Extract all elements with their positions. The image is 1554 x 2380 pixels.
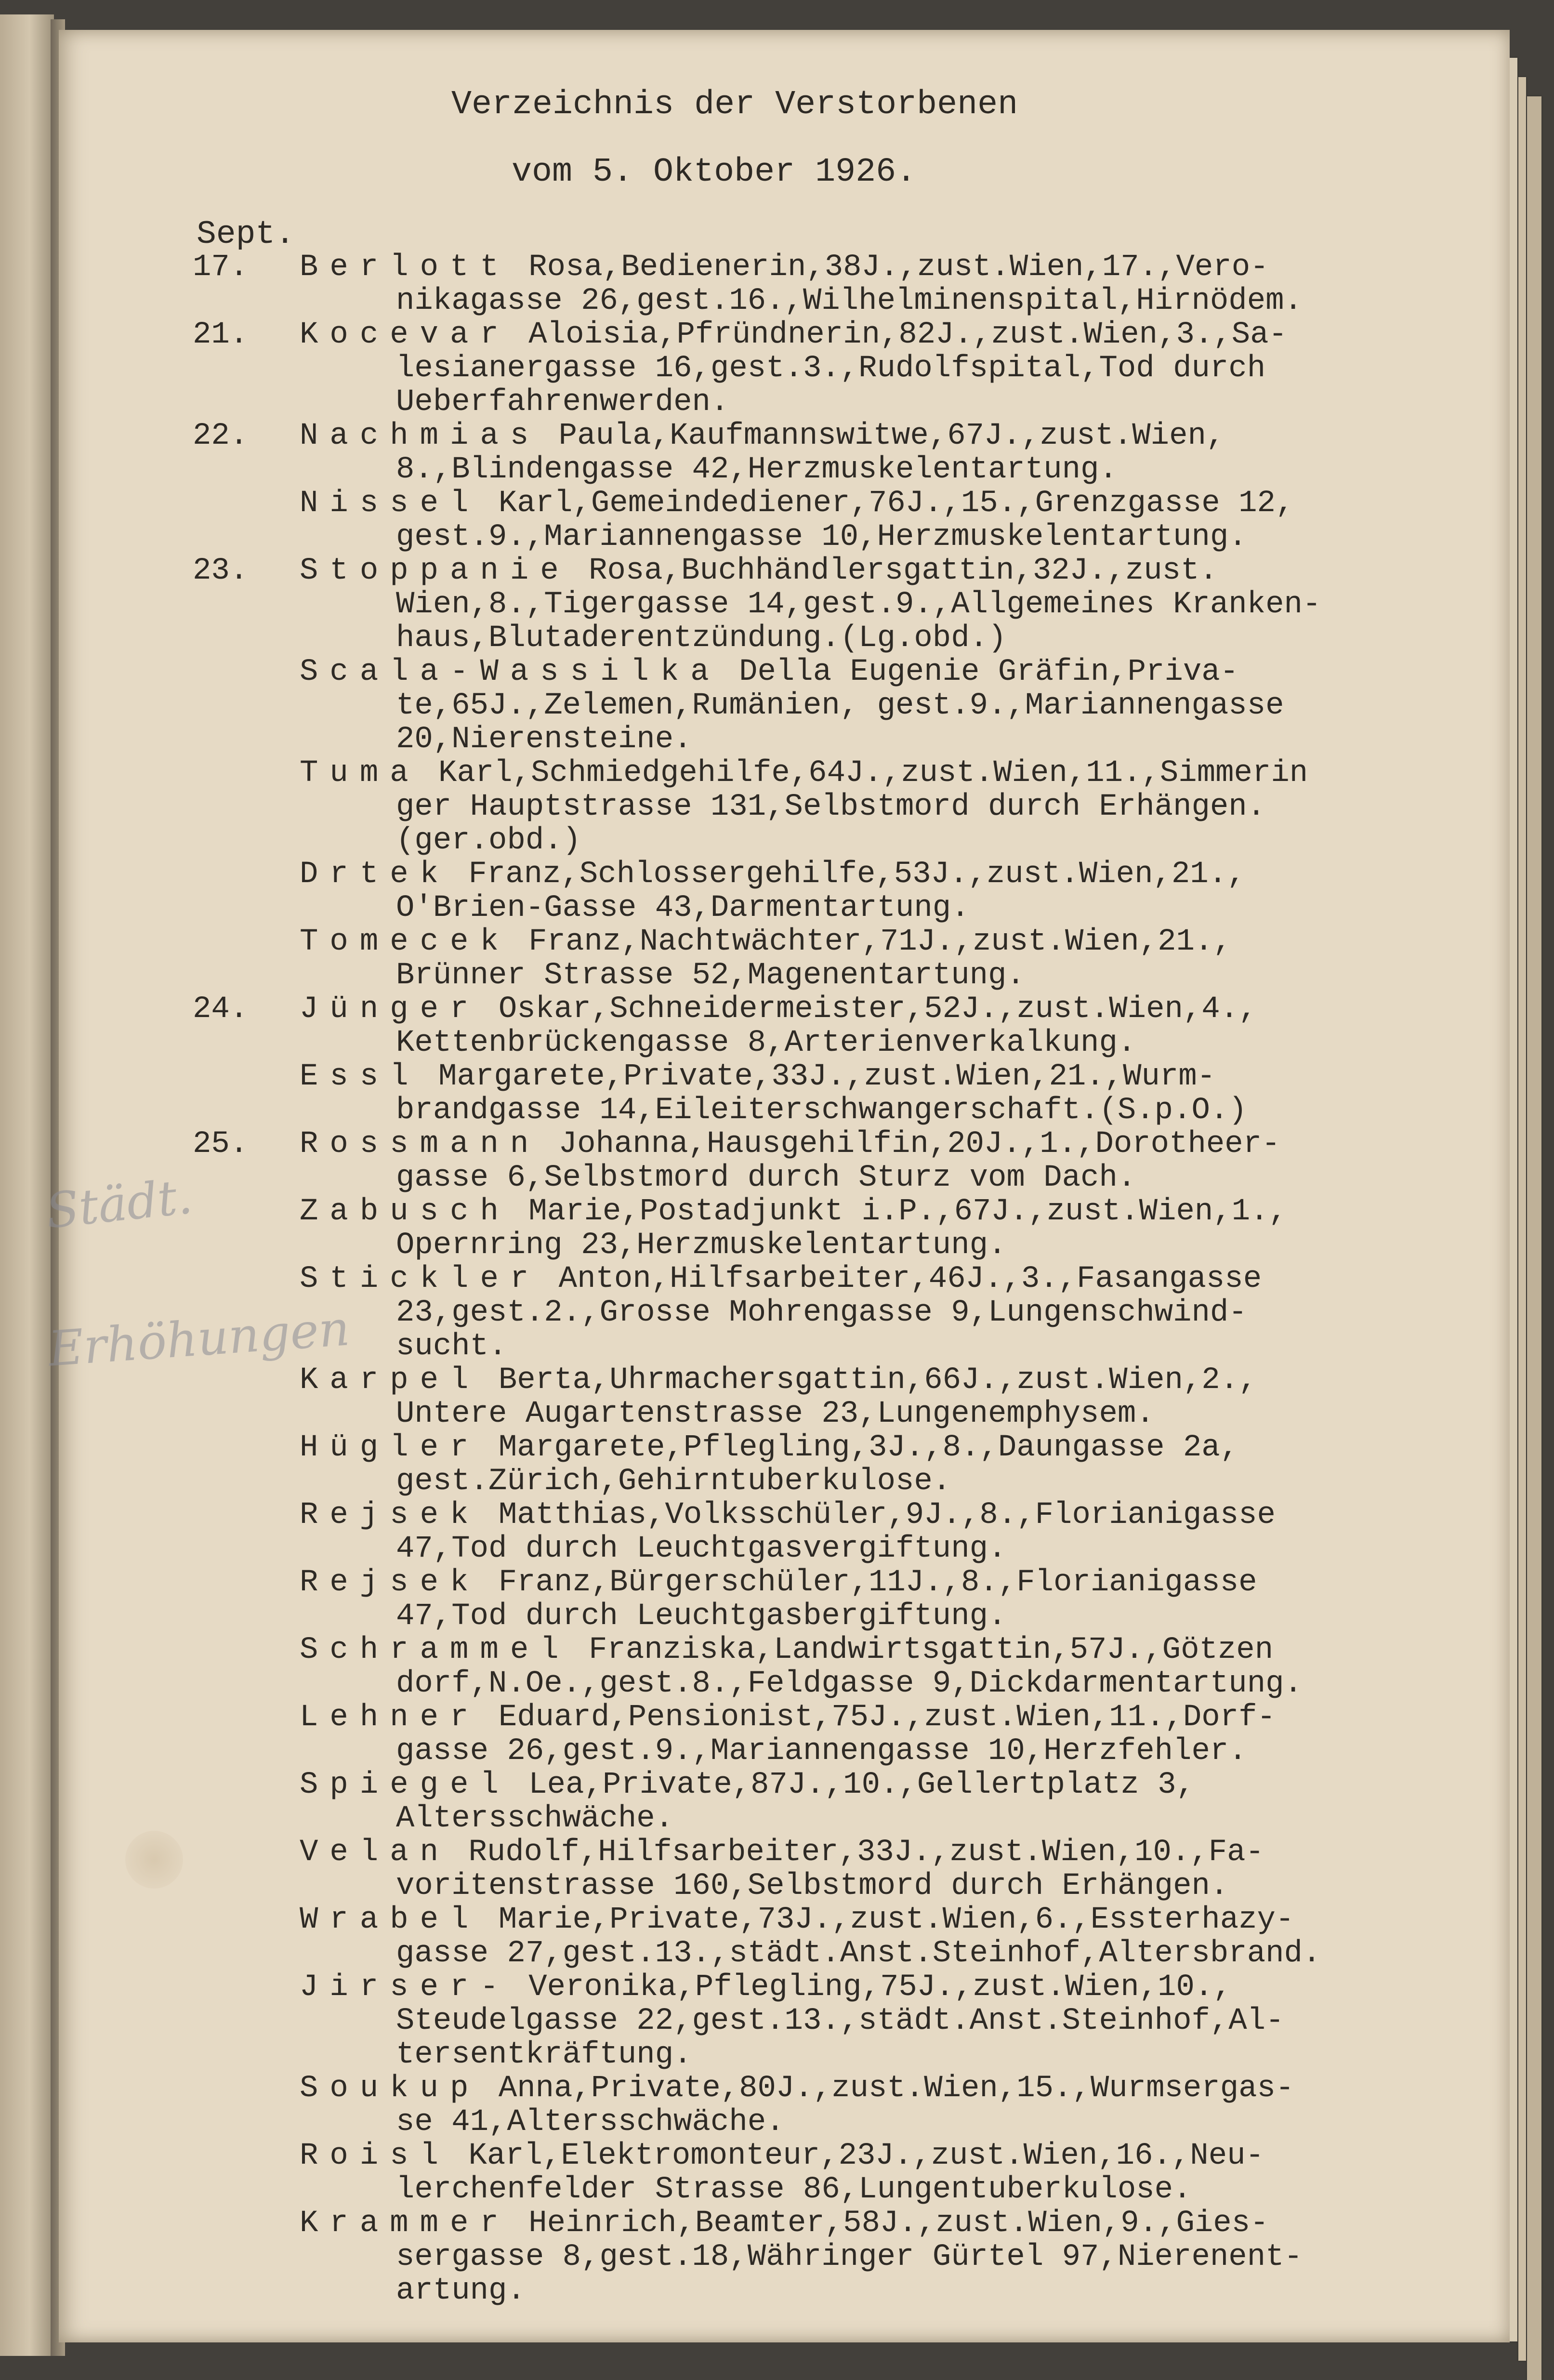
entry-first-line <box>300 1633 1440 1667</box>
page-subtitle: vom 5. Oktober 1926. <box>512 153 917 191</box>
entry-surname: Zabusch <box>300 1194 510 1229</box>
pencil-note: Städt. <box>43 1168 195 1240</box>
entry-day: 21. <box>193 317 249 352</box>
entry-continuation-line: ger Hauptstrasse 131,Selbstmord durch Erhängen. <box>396 790 1266 824</box>
entry-surname: Hügler <box>300 1430 480 1465</box>
entry-continuation-line: Ueberfahrenwerden. <box>396 385 729 420</box>
register-entry <box>193 925 1440 992</box>
register-entry <box>193 2207 1440 2308</box>
entry-details: Karl,Elektromonteur,23J.,zust.Wien,16.,Neu- <box>450 2139 1264 2173</box>
register-entry <box>193 1060 1440 1127</box>
register-entry <box>193 1262 1440 1363</box>
entry-surname: Schrammel <box>300 1633 570 1667</box>
entry-details: Anna,Private,80J.,zust.Wien,15.,Wurmsergas- <box>480 2071 1294 2106</box>
register-entry <box>193 1701 1440 1768</box>
entry-continuation-line: gest.9.,Mariannengasse 10,Herzmuskelentartung. <box>396 520 1247 555</box>
entry-details: Heinrich,Beamter,58J.,zust.Wien,9.,Gies- <box>510 2206 1269 2241</box>
entry-continuation-line: nikagasse 26,gest.16.,Wilhelminenspital,Hirnödem. <box>396 284 1303 318</box>
entry-surname: Drtek <box>300 857 450 892</box>
entry-details: Eduard,Pensionist,75J.,zust.Wien,11.,Dorf- <box>480 1700 1276 1735</box>
register-entry <box>193 2139 1440 2207</box>
register-entry <box>193 1633 1440 1701</box>
month-label: Sept. <box>197 216 295 253</box>
entry-surname: Velan <box>300 1835 450 1870</box>
entry-surname: Berlott <box>300 250 510 285</box>
entry-continuation-line: 23,gest.2.,Grosse Mohrengasse 9,Lungenschwind- <box>396 1296 1247 1330</box>
entry-continuation-line: gasse 26,gest.9.,Mariannengasse 10,Herzfehler. <box>396 1734 1247 1769</box>
entry-first-line <box>300 1836 1440 1869</box>
entry-continuation-line: 20,Nierensteine. <box>396 722 692 757</box>
register-entry <box>193 1195 1440 1262</box>
entry-first-line <box>300 1768 1440 1802</box>
entry-details: Margarete,Pflegling,3J.,8.,Daungasse 2a, <box>480 1430 1239 1465</box>
entry-first-line <box>300 1195 1440 1229</box>
entry-details: Paula,Kaufmannswitwe,67J.,zust.Wien, <box>540 419 1225 453</box>
entry-details: Johanna,Hausgehilfin,20J.,1.,Dorotheer- <box>540 1127 1280 1162</box>
entry-surname: Lehner <box>300 1700 480 1735</box>
entry-details: Franziska,Landwirtsgattin,57J.,Götzen <box>570 1633 1274 1667</box>
entry-surname: Jünger <box>300 992 480 1027</box>
entry-surname: Stickler <box>300 1262 540 1296</box>
entry-surname: Tuma <box>300 756 420 791</box>
entry-surname: Nachmias <box>300 419 540 453</box>
register-entry <box>193 554 1440 655</box>
entry-surname: Soukup <box>300 2071 480 2106</box>
entry-day: 25. <box>193 1127 249 1162</box>
entry-surname: Scala-Wassilka <box>300 655 721 689</box>
entry-first-line <box>300 858 1440 891</box>
register-entry <box>193 858 1440 925</box>
entry-day: 22. <box>193 419 249 453</box>
entry-details: Veronika,Pflegling,75J.,zust.Wien,10., <box>510 1970 1232 2005</box>
register-entry <box>193 1431 1440 1498</box>
entry-first-line <box>300 2072 1440 2105</box>
entry-continuation-line: voritenstrasse 160,Selbstmord durch Erhängen. <box>396 1869 1229 1904</box>
entry-continuation-line: lerchenfelder Strasse 86,Lungentuberkulose. <box>396 2172 1192 2207</box>
entry-first-line <box>300 1970 1440 2004</box>
register-entry <box>193 251 1440 318</box>
entry-details: Rosa,Bedienerin,38J.,zust.Wien,17.,Vero- <box>510 250 1269 285</box>
entry-first-line <box>300 925 1440 959</box>
entry-details: Matthias,Volksschüler,9J.,8.,Florianigasse <box>480 1498 1276 1533</box>
entry-first-line <box>300 419 1440 453</box>
entry-first-line <box>300 655 1440 689</box>
entry-surname: Rossmann <box>300 1127 540 1162</box>
page-stack-edge <box>1510 58 1517 2341</box>
entry-first-line <box>300 1903 1440 1937</box>
register-entry <box>193 2072 1440 2139</box>
entry-first-line <box>300 2207 1440 2240</box>
entry-day: 24. <box>193 992 249 1027</box>
entry-surname: Spiegel <box>300 1768 510 1802</box>
entry-first-line <box>300 487 1440 520</box>
entry-continuation-line: 47,Tod durch Leuchtgasbergiftung. <box>396 1599 1007 1634</box>
pencil-note: Erhöhungen <box>46 1300 352 1377</box>
entry-surname: Rejsek <box>300 1565 480 1600</box>
entry-surname: Roisl <box>300 2139 450 2173</box>
entry-day: 17. <box>193 250 249 285</box>
register-entry <box>193 1768 1440 1836</box>
entry-first-line <box>300 251 1440 284</box>
entry-continuation-line: sucht. <box>396 1329 507 1364</box>
entry-surname: Tomecek <box>300 925 510 959</box>
entry-details: Margarete,Private,33J.,zust.Wien,21.,Wurm- <box>420 1059 1216 1094</box>
entry-surname: Essl <box>300 1059 420 1094</box>
page-stack-edge <box>1527 96 1541 2380</box>
entry-first-line <box>300 1431 1440 1465</box>
entry-surname: Rejsek <box>300 1498 480 1533</box>
entry-continuation-line: Untere Augartenstrasse 23,Lungenemphysem. <box>396 1397 1155 1431</box>
entry-details: Rosa,Buchhändlersgattin,32J.,zust. <box>570 554 1218 588</box>
entry-details: Franz,Bürgerschüler,11J.,8.,Florianigasse <box>480 1565 1257 1600</box>
paper-stain <box>125 1831 183 1889</box>
page-stack-edge <box>1518 77 1526 2361</box>
register-entry <box>193 1970 1440 2072</box>
entry-surname: Karpel <box>300 1363 480 1398</box>
entry-continuation-line: haus,Blutaderentzündung.(Lg.obd.) <box>396 621 1007 656</box>
entry-details: Karl,Schmiedgehilfe,64J.,zust.Wien,11.,Simmerin <box>420 756 1308 791</box>
entry-continuation-line: se 41,Altersschwäche. <box>396 2105 785 2140</box>
register-entry <box>193 1566 1440 1633</box>
entry-first-line <box>300 1363 1440 1397</box>
entry-continuation-line: sergasse 8,gest.18,Währinger Gürtel 97,Nierenent- <box>396 2240 1303 2274</box>
entry-continuation-line: gasse 6,Selbstmord durch Sturz vom Dach. <box>396 1161 1136 1195</box>
entry-continuation-line: Opernring 23,Herzmuskelentartung. <box>396 1228 1007 1263</box>
entry-details: Franz,Nachtwächter,71J.,zust.Wien,21., <box>510 925 1232 959</box>
entry-details: Lea,Private,87J.,10.,Gellertplatz 3, <box>510 1768 1195 1802</box>
entry-continuation-line: 8.,Blindengasse 42,Herzmuskelentartung. <box>396 452 1118 487</box>
register-entry <box>193 318 1440 419</box>
entry-details: Anton,Hilfsarbeiter,46J.,3.,Fasangasse <box>540 1262 1262 1296</box>
entry-first-line <box>300 1060 1440 1094</box>
entry-surname: Jirser- <box>300 1970 510 2005</box>
entry-first-line <box>300 756 1440 790</box>
entry-details: Oskar,Schneidermeister,52J.,zust.Wien,4., <box>480 992 1257 1027</box>
death-register-list <box>193 251 1440 2308</box>
entry-details: Franz,Schlossergehilfe,53J.,zust.Wien,21., <box>450 857 1246 892</box>
register-entry <box>193 1127 1440 1195</box>
entry-first-line <box>300 1566 1440 1600</box>
entry-details: Berta,Uhrmachersgattin,66J.,zust.Wien,2., <box>480 1363 1257 1398</box>
register-entry <box>193 1498 1440 1566</box>
entry-details: Marie,Private,73J.,zust.Wien,6.,Essterhazy- <box>480 1903 1294 1937</box>
entry-details: Marie,Postadjunkt i.P.,67J.,zust.Wien,1., <box>510 1194 1287 1229</box>
entry-first-line <box>300 992 1440 1026</box>
register-entry <box>193 1903 1440 1970</box>
register-entry <box>193 1363 1440 1431</box>
register-entry <box>193 1836 1440 1903</box>
entry-first-line <box>300 1701 1440 1734</box>
entry-continuation-line: Wien,8.,Tigergasse 14,gest.9.,Allgemeines Kranken- <box>396 587 1321 622</box>
entry-details: Aloisia,Pfründnerin,82J.,zust.Wien,3.,Sa- <box>510 317 1287 352</box>
entry-first-line <box>300 1127 1440 1161</box>
entry-surname: Nissel <box>300 486 480 521</box>
entry-continuation-line: Kettenbrückengasse 8,Arterienverkalkung. <box>396 1026 1136 1060</box>
entry-continuation-line: Steudelgasse 22,gest.13.,städt.Anst.Steinhof,Al- <box>396 2004 1284 2038</box>
entry-continuation-line: O'Brien-Gasse 43,Darmentartung. <box>396 891 970 926</box>
entry-surname: Kocevar <box>300 317 510 352</box>
entry-first-line <box>300 2139 1440 2173</box>
entry-first-line <box>300 318 1440 352</box>
register-entry <box>193 992 1440 1060</box>
entry-surname: Krammer <box>300 2206 510 2241</box>
entry-continuation-line: gasse 27,gest.13.,städt.Anst.Steinhof,Altersbrand. <box>396 1936 1321 1971</box>
entry-first-line <box>300 554 1440 588</box>
entry-details: Della Eugenie Gräfin,Priva- <box>720 655 1239 689</box>
entry-surname: Wrabel <box>300 1903 480 1937</box>
entry-continuation-line: Brünner Strasse 52,Magenentartung. <box>396 958 1025 993</box>
entry-continuation-line: gest.Zürich,Gehirntuberkulose. <box>396 1464 951 1499</box>
entry-first-line <box>300 1262 1440 1296</box>
entry-continuation-line: brandgasse 14,Eileiterschwangerschaft.(S.p.O.) <box>396 1093 1247 1128</box>
register-entry <box>193 487 1440 554</box>
entry-surname: Stoppanie <box>300 554 570 588</box>
entry-continuation-line: te,65J.,Zelemen,Rumänien, gest.9.,Mariannengasse <box>396 688 1284 723</box>
entry-first-line <box>300 1498 1440 1532</box>
entry-continuation-line: lesianergasse 16,gest.3.,Rudolfspital,Tod durch <box>396 351 1266 386</box>
entry-continuation-line: artung. <box>396 2274 526 2308</box>
entry-continuation-line: dorf,N.Oe.,gest.8.,Feldgasse 9,Dickdarmentartung. <box>396 1666 1303 1701</box>
register-entry <box>193 655 1440 756</box>
entry-continuation-line: Altersschwäche. <box>396 1801 674 1836</box>
entry-details: Karl,Gemeindediener,76J.,15.,Grenzgasse 12, <box>480 486 1294 521</box>
entry-continuation-line: 47,Tod durch Leuchtgasvergiftung. <box>396 1532 1007 1566</box>
page-title: Verzeichnis der Verstorbenen <box>451 86 1018 124</box>
entry-continuation-line: tersentkräftung. <box>396 2037 692 2072</box>
register-entry <box>193 419 1440 487</box>
entry-day: 23. <box>193 554 249 588</box>
register-entry <box>193 756 1440 858</box>
entry-details: Rudolf,Hilfsarbeiter,33J.,zust.Wien,10.,Fa- <box>450 1835 1264 1870</box>
entry-continuation-line: (ger.obd.) <box>396 823 581 858</box>
